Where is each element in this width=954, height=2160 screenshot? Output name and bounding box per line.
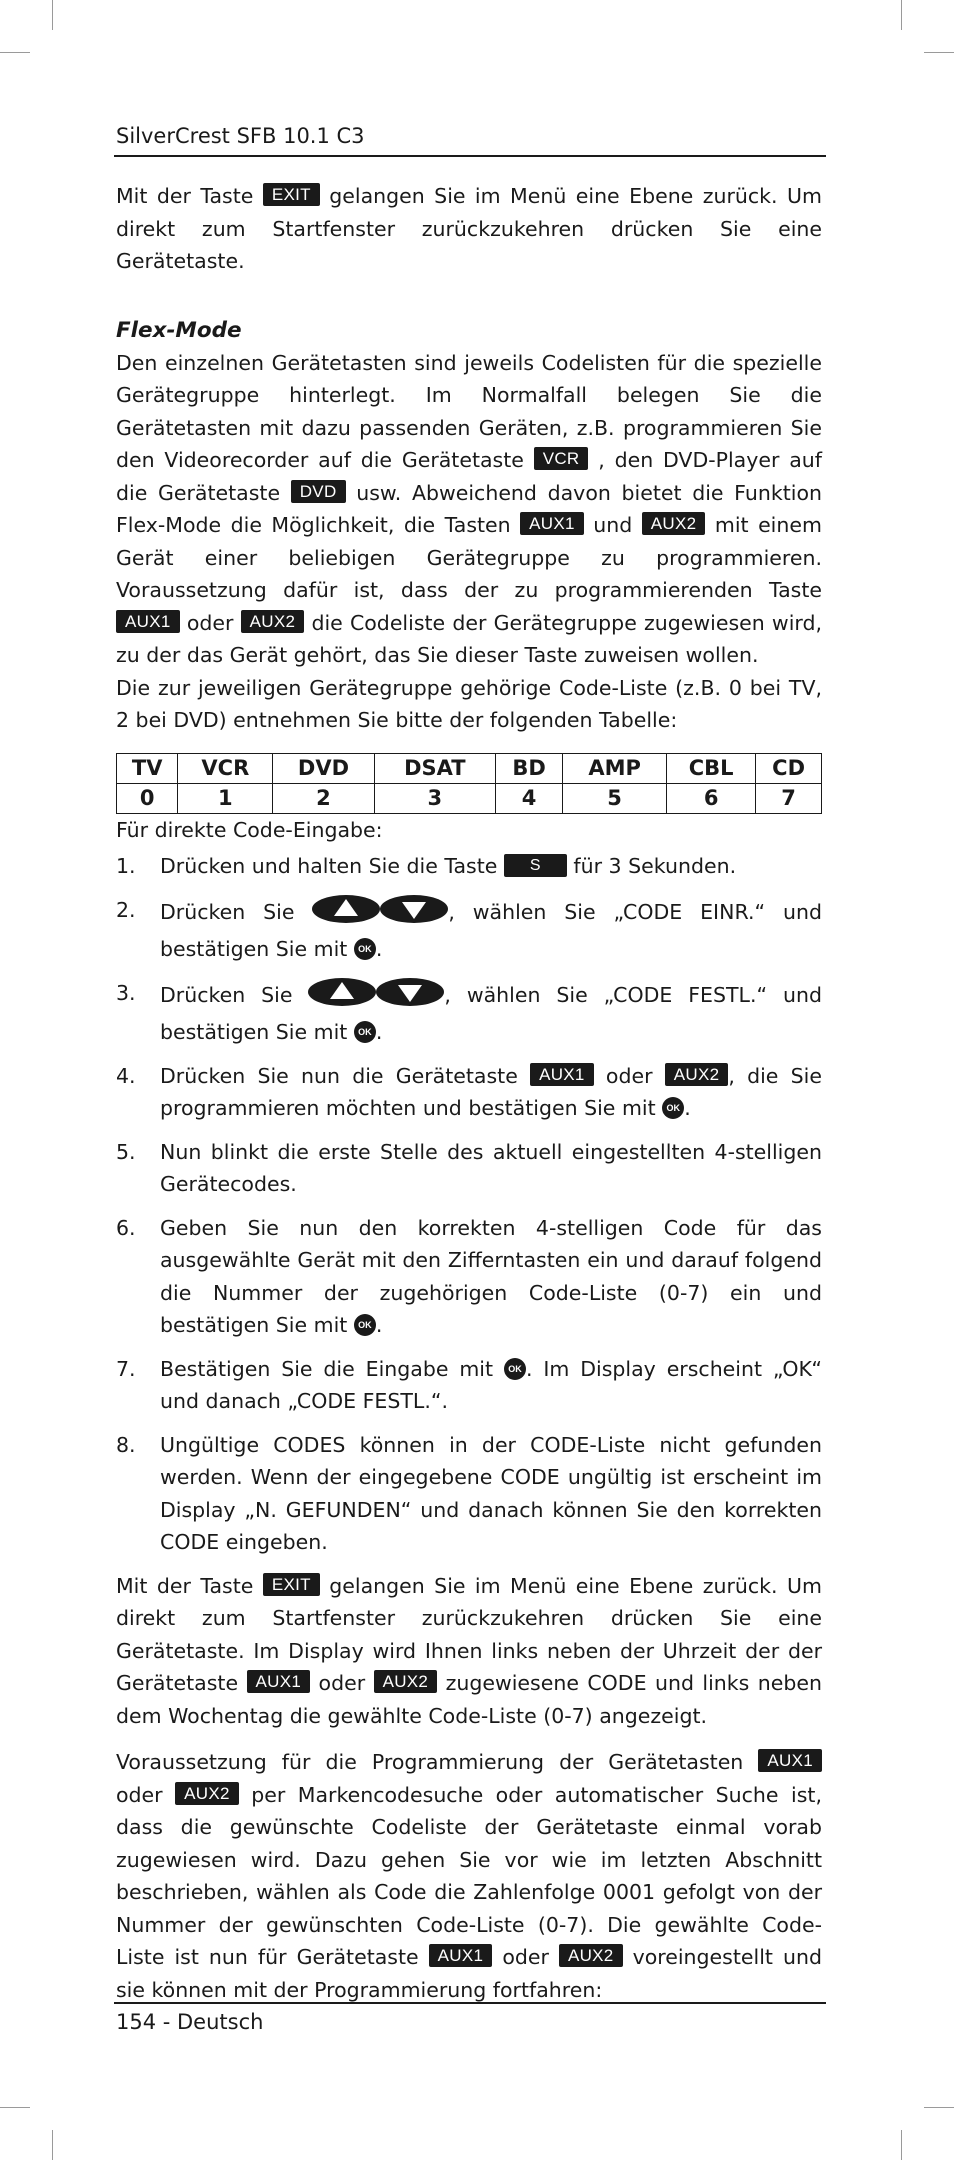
text: mit einem Gerät einer beliebigen Gerätegruppe zu programmieren. Voraussetzung dafür ist, dass der zu programmierenden Taste [116, 513, 822, 602]
text: . Im Display erscheint „OK“ und danach „CODE FESTL.“. [160, 1356, 822, 1413]
text: oder [116, 1782, 163, 1807]
ok-key-icon: OK [354, 938, 376, 960]
text: Drücken Sie [160, 982, 293, 1007]
code-list-table [116, 753, 822, 814]
text: , wählen Sie „CODE EINR.“ und bestätigen Sie mit [160, 899, 822, 961]
table-header-cell: CBL [667, 753, 756, 783]
header-rule [114, 155, 826, 157]
step-number: 4. [116, 1063, 136, 1088]
list-item [116, 1429, 822, 1559]
aux2-key-icon: AUX2 [642, 512, 706, 535]
running-header: SilverCrest SFB 10.1 C3 [116, 124, 365, 148]
list-item [116, 1353, 822, 1418]
aux1-key-icon: AUX1 [530, 1063, 594, 1086]
dvd-key-icon: DVD [291, 480, 346, 503]
table-header-cell: CD [756, 753, 822, 783]
text: gelangen Sie im Menü eine Ebene zurück. Um direkt zum Startfenster zurückzukehren drücken Sie eine Gerätetaste. Im Display wird Ihnen links neben der Uhrzeit der der Gerätetaste [116, 1573, 822, 1695]
text: voreingestellt und sie können mit der Programmierung fortfahren: [116, 1945, 822, 2002]
text: Geben Sie nun den korrekten 4-stelligen Code für das ausgewählte Gerät mit den Zifferntasten ein und darauf folgend die Nummer der zugehörigen Code-Liste (0-7) ein und bestätigen Sie mit [160, 1215, 822, 1337]
page-body [116, 180, 822, 2006]
step-number: 3. [116, 980, 136, 1005]
crop-mark [901, 2130, 902, 2160]
page-footer: 154 - Deutsch [116, 2010, 264, 2034]
text: Drücken Sie [160, 899, 295, 924]
text: für 3 Sekunden. [573, 854, 737, 878]
table-cell: 0 [117, 783, 178, 813]
list-item: 4. Drücken Sie nun die Gerätetaste AUX1 oder AUX2 , die Sie programmieren möchten und bestätigen Sie mit OK . [116, 1060, 822, 1125]
table-header-cell: BD [496, 753, 563, 783]
section-heading-flex-mode: Flex-Mode [116, 317, 242, 343]
table-row [117, 783, 822, 813]
text: Bestätigen Sie die Eingabe mit [160, 1356, 494, 1381]
step-number: 5. [116, 1139, 136, 1164]
table-header-cell: DSAT [374, 753, 496, 783]
text: Nun blinkt die erste Stelle des aktuell eingestellten 4-stelligen Gerätecodes. [160, 1139, 822, 1196]
crop-mark [924, 52, 954, 53]
aux2-key-icon: AUX2 [175, 1782, 239, 1805]
ok-key-icon: OK [354, 1021, 376, 1043]
table-header-cell: DVD [273, 753, 374, 783]
list-item [116, 1136, 822, 1201]
direct-entry-label: Für direkte Code-Eingabe: [116, 817, 383, 842]
list-item: 6. Geben Sie nun den korrekten 4-stelligen Code für das ausgewählte Gerät mit den Zifferntasten ein und darauf folgend die Nummer der zugehörigen Code-Liste (0-7) ein und bestätigen Sie mit OK . [116, 1212, 822, 1342]
flex-paragraph [116, 347, 822, 672]
step-list [116, 850, 822, 1559]
list-item [116, 850, 822, 883]
aux1-key-icon: AUX1 [247, 1670, 311, 1693]
text: usw. Abweichend davon bietet die Funktion Flex-Mode die Möglichkeit, die Tasten [116, 480, 822, 537]
table-cell: 3 [374, 783, 496, 813]
aux1-key-icon: AUX1 [520, 512, 584, 535]
text: , die Sie programmieren möchten und bestätigen Sie mit [160, 1063, 822, 1120]
table-header-cell: TV [117, 753, 178, 783]
exit-key-icon: EXIT [263, 183, 320, 206]
aux2-key-icon: AUX2 [665, 1063, 729, 1086]
table-cell: 6 [667, 783, 756, 813]
table-header-row [117, 753, 822, 783]
aux2-key-icon: AUX2 [374, 1670, 438, 1693]
aux2-key-icon: AUX2 [241, 610, 305, 633]
text: , wählen Sie „CODE FESTL.“ und bestätigen Sie mit [160, 982, 822, 1044]
ok-key-icon: OK [504, 1358, 526, 1380]
text: Den einzelnen Gerätetasten sind jeweils Codelisten für die spezielle Gerätegruppe hinterlegt. Im Normalfall belegen Sie die Gerätetasten mit dazu passenden Geräten, z.B. programmieren Sie den Videorecorder auf die Gerätetaste [116, 350, 822, 472]
step-number: 8. [116, 1432, 136, 1457]
aux2-key-icon: AUX2 [559, 1944, 623, 1967]
list-item: 3. Drücken Sie , wählen Sie „CODE FESTL.“ und bestätigen Sie mit OK . [116, 977, 822, 1049]
crop-mark [0, 52, 30, 53]
s-key-icon: S [504, 854, 567, 877]
text: und [593, 513, 633, 537]
text: zugewiesene CODE und links neben dem Wochentag die gewählte Code-Liste (0-7) angezeigt. [116, 1671, 822, 1728]
aux1-key-icon: AUX1 [116, 610, 180, 633]
aux1-key-icon: AUX1 [758, 1749, 822, 1772]
text: , den DVD-Player auf die Gerätetaste [116, 448, 822, 505]
crop-mark [901, 0, 902, 30]
footer-rule [114, 2002, 826, 2004]
list-item: 2. Drücken Sie , wählen Sie „CODE EINR.“ und bestätigen Sie mit OK . [116, 894, 822, 966]
ok-key-icon: OK [662, 1097, 684, 1119]
flex-table-intro: Die zur jeweiligen Gerätegruppe gehörige Code-Liste (z.B. 0 bei TV, 2 bei DVD) entnehmen Sie bitte der folgenden Tabelle: [116, 675, 822, 732]
up-down-arrows-icon [312, 894, 448, 934]
step-number: 1. [116, 854, 136, 878]
text: oder [318, 1671, 366, 1695]
text: oder [186, 610, 234, 635]
text: die Codeliste der Gerätegruppe zugewiesen wird, zu der das Gerät gehört, das Sie dieser Taste zuweisen wollen. [116, 610, 822, 667]
after-paragraph-2 [116, 1746, 822, 2006]
aux1-key-icon: AUX1 [429, 1944, 493, 1967]
crop-mark [52, 2130, 53, 2160]
text: Drücken Sie nun die Gerätetaste [160, 1063, 518, 1088]
text: per Markencodesuche oder automatischer Suche ist, dass die gewünschte Codeliste der Gerätetaste einmal vorab zugewiesen wird. Dazu gehen Sie vor wie im letzten Abschnitt beschrieben, wählen als Code die Zahlenfolge 0001 gefolgt von der Nummer der gewünschten Code-Liste (0-7). Die gewählte Code-Liste ist nun für Gerätetaste [116, 1782, 822, 1969]
exit-key-icon: EXIT [263, 1573, 320, 1596]
table-header-cell: VCR [178, 753, 273, 783]
table-cell: 7 [756, 783, 822, 813]
text: Ungültige CODES können in der CODE-Liste nicht gefunden werden. Wenn der eingegebene CODE ungültig ist erscheint im Display „N. GEFUNDEN“ und danach können Sie den korrekten CODE eingeben. [160, 1432, 822, 1554]
table-cell: 1 [178, 783, 273, 813]
crop-mark [0, 2107, 30, 2108]
intro-paragraph [116, 180, 822, 278]
text: oder [502, 1945, 549, 1969]
text: Mit der Taste [116, 184, 254, 208]
after-paragraph-1 [116, 1570, 822, 1733]
text: Voraussetzung für die Programmierung der Gerätetasten [116, 1750, 744, 1774]
step-number: 2. [116, 897, 136, 922]
step-number: 7. [116, 1356, 136, 1381]
ok-key-icon: OK [354, 1314, 376, 1336]
table-header-cell: AMP [563, 753, 667, 783]
table-cell: 5 [563, 783, 667, 813]
up-down-arrows-icon [308, 977, 444, 1017]
text: Mit der Taste [116, 1573, 254, 1598]
text: Drücken und halten Sie die Taste [160, 854, 498, 878]
text: oder [605, 1063, 653, 1088]
vcr-key-icon: VCR [534, 447, 589, 470]
crop-mark [924, 2107, 954, 2108]
table-cell: 4 [496, 783, 563, 813]
table-cell: 2 [273, 783, 374, 813]
step-number: 6. [116, 1215, 136, 1240]
text: gelangen Sie im Menü eine Ebene zurück. Um direkt zum Startfenster zurückzukehren drücken Sie eine Gerätetaste. [116, 184, 822, 273]
crop-mark [52, 0, 53, 30]
